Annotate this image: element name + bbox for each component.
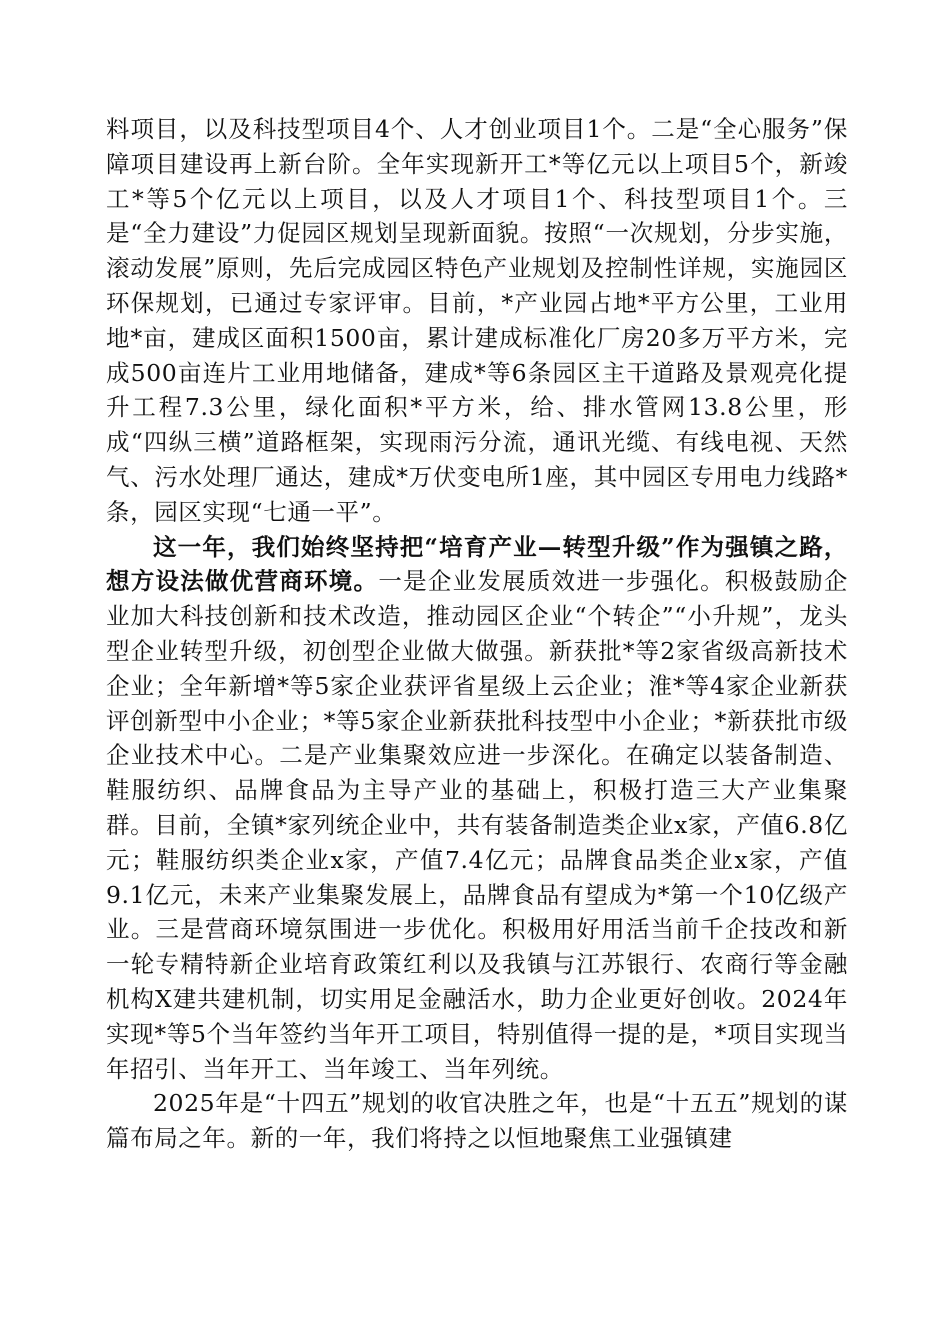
paragraph-2-bold-lead: 这一年，我们始终坚持把“培育产业—转型升级”作为强镇之路，想方设法做优营商环境。 [106, 532, 848, 596]
body-text [106, 112, 848, 1156]
paragraph-2 [106, 530, 848, 1087]
paragraph-1 [106, 112, 848, 530]
paragraph-2-text: 一是企业发展质效进一步强化。积极鼓励企业加大科技创新和技术改造，推动园区企业“个转企”“小升规”，龙头型企业转型升级，初创型企业做大做强。新获批*等2家省级高新技术企业；全年新增*等5家企业获评省星级上云企业；淮*等4家企业新获评创新型中小企业；*等5家企业新获批科技型中小企业；*新获批市级企业技术中心。二是产业集聚效应进一步深化。在确定以装备制造、鞋服纺织、品牌食品为主导产业的基础上，积极打造三大产业集聚群。目前，全镇*家列统企业中，共有装备制造类企业x家，产值6.8亿元；鞋服纺织类企业x家，产值7.4亿元；品牌食品类企业x家，产值9.1亿元，未来产业集聚发展上，品牌食品有望成为*第一个10亿级产业。三是营商环境氛围进一步优化。积极用好用活当前千企技改和新一轮专精特新企业培育政策红利以及我镇与江苏银行、农商行等金融机构X建共建机制，切实用足金融活水，助力企业更好创收。2024年实现*等5个当年签约当年开工项目，特别值得一提的是，*项目实现当年招引、当年开工、当年竣工、当年列统。 [106, 567, 848, 1083]
paragraph-3 [106, 1086, 848, 1156]
paragraph-1-text: 料项目，以及科技型项目4个、人才创业项目1个。二是“全心服务”保障项目建设再上新台阶。全年实现新开工*等亿元以上项目5个，新竣工*等5个亿元以上项目，以及人才项目1个、科技型项目1个。三是“全力建设”力促园区规划呈现新面貌。按照“一次规划，分步实施，滚动发展”原则，先后完成园区特色产业规划及控制性详规，实施园区环保规划，已通过专家评审。目前，*产业园占地*平方公里，工业用地*亩，建成区面积1500亩，累计建成标准化厂房20多万平方米，完成500亩连片工业用地储备，建成*等6条园区主干道路及景观亮化提升工程7.3公里，绿化面积*平方米，给、排水管网13.8公里，形成“四纵三横”道路框架，实现雨污分流，通讯光缆、有线电视、天然气、污水处理厂通达，建成*万伏变电所1座，其中园区专用电力线路*条，园区实现“七通一平”。 [106, 115, 848, 526]
paragraph-3-text: 2025年是“十四五”规划的收官决胜之年，也是“十五五”规划的谋篇布局之年。新的一年，我们将持之以恒地聚焦工业强镇建 [106, 1089, 848, 1153]
